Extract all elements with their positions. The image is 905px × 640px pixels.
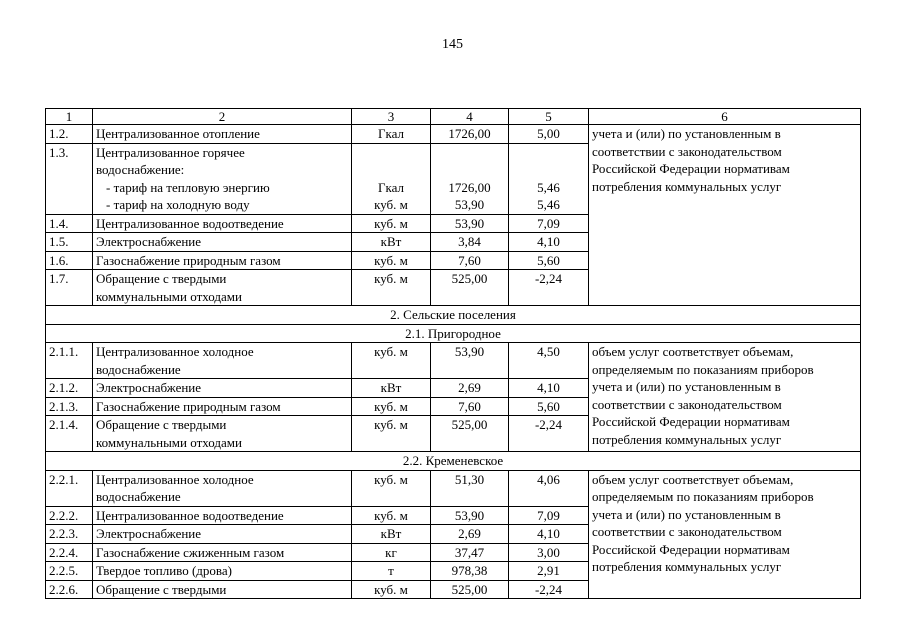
tariff-change: 4,10 [509,379,589,398]
service-name-line: водоснабжение [96,489,181,504]
table-row [46,470,861,506]
note-line: потребления коммунальных услуг [592,559,782,574]
service-name: Газоснабжение природным газом [93,397,352,416]
column-number-3: 3 [352,109,431,125]
tariff-change: 4,10 [509,233,589,252]
row-number: 1.5. [46,233,93,252]
tariff-value: 525,00 [431,270,509,306]
service-name-line: коммунальными отходами [96,288,242,304]
unit: т [352,562,431,581]
tariff-change: 4,50 [509,343,589,379]
row-number: 1.7. [46,270,93,306]
tariff-value: 53,90 [431,214,509,233]
section-title: 2. Сельские поселения [46,306,861,325]
service-name-line: Централизованное холодное [96,344,254,359]
row-number: 1.2. [46,125,93,144]
tariff-value-line: 53,90 [454,197,485,212]
table-row [46,343,861,379]
row-number: 2.2.5. [46,562,93,581]
note-line: соответствии с законодательством [592,396,782,412]
service-name [93,270,352,306]
service-name-line: Обращение с твердыми [96,271,227,286]
note-cell [589,470,861,599]
unit: кВт [352,233,431,252]
service-name [93,416,352,452]
note-line: потребления коммунальных услуг [592,178,782,194]
column-number-6: 6 [589,109,861,125]
tariff-table [45,108,861,599]
note-cell [589,343,861,452]
service-name: Централизованное водоотведение [93,506,352,525]
tariff-change: 3,00 [509,543,589,562]
unit: куб. м [352,580,431,599]
note-line: Российской Федерации нормативам [592,541,790,557]
table-row [46,125,861,144]
service-name [93,343,352,379]
row-number: 2.2.2. [46,506,93,525]
page-number: 145 [442,37,463,52]
tariff-value: 525,00 [431,416,509,452]
column-number-2: 2 [93,109,352,125]
unit: куб. м [352,506,431,525]
note-line: соответствии с законодательством [592,143,782,159]
tariff-change-line: 5,46 [537,197,560,212]
tariff-change: -2,24 [509,580,589,599]
tariff-value: 53,90 [431,343,509,379]
tariff-value: 2,69 [431,525,509,544]
row-number: 1.4. [46,214,93,233]
note-line: Российской Федерации нормативам [592,414,790,429]
tariff-value: 978,38 [431,562,509,581]
subsection-title: 2.2. Кременевское [46,452,861,471]
tariff-value: 2,69 [431,379,509,398]
service-name: Газоснабжение сжиженным газом [93,543,352,562]
subsection-header-row [46,452,861,471]
unit-line: куб. м [374,197,408,212]
tariff-change: 5,60 [509,251,589,270]
tariff-change: 4,06 [509,470,589,506]
row-number: 2.1.4. [46,416,93,452]
note-cell [589,125,861,306]
service-name [93,143,352,214]
tariff-value: 525,00 [431,580,509,599]
service-name: Централизованное водоотведение [93,214,352,233]
service-name-line: Обращение с твердыми [96,417,227,432]
unit: куб. м [352,343,431,379]
note-line: учета и (или) по установленным в [592,506,781,522]
tariff-change: 5,60 [509,397,589,416]
note-line: объем услуг соответствует объемам, [592,471,794,487]
unit-line: Гкал [377,179,404,195]
tariff-change: 2,91 [509,562,589,581]
tariff-value: 37,47 [431,543,509,562]
service-name: Электроснабжение [93,379,352,398]
row-number: 1.3. [46,143,93,214]
service-name: Электроснабжение [93,525,352,544]
tariff-change: 5,00 [509,125,589,144]
tariff-value-line: 1726,00 [448,179,491,195]
unit: кВт [352,379,431,398]
tariff-value: 3,84 [431,233,509,252]
tariff-change-line: 5,46 [537,179,560,195]
unit: кВт [352,525,431,544]
sub-tariff-label: - тариф на холодную воду [106,197,250,212]
service-name: Централизованное отопление [93,125,352,144]
note-line: определяемым по показаниям приборов [592,489,814,504]
note-line: потребления коммунальных услуг [592,431,782,447]
tariff-change [509,143,589,214]
unit: куб. м [352,416,431,452]
service-name: Обращение с твердыми [93,580,352,599]
column-number-5: 5 [509,109,589,125]
unit: куб. м [352,214,431,233]
unit [352,143,431,214]
tariff-change: -2,24 [509,416,589,452]
row-number: 2.2.3. [46,525,93,544]
sub-tariff-label: - тариф на тепловую энергию [106,179,270,195]
tariff-change: 7,09 [509,214,589,233]
service-name: Твердое топливо (дрова) [93,562,352,581]
row-number: 2.2.1. [46,470,93,506]
unit: кг [352,543,431,562]
service-name-line: Централизованное горячее [96,144,245,160]
service-name-line: Централизованное холодное [96,471,254,487]
section-header-row [46,306,861,325]
row-number: 2.2.4. [46,543,93,562]
tariff-change: -2,24 [509,270,589,306]
column-number-4: 4 [431,109,509,125]
unit: куб. м [352,251,431,270]
subsection-title: 2.1. Пригородное [46,324,861,343]
unit: куб. м [352,270,431,306]
note-line: объем услуг соответствует объемам, [592,344,794,359]
unit: куб. м [352,397,431,416]
row-number: 1.6. [46,251,93,270]
service-name: Электроснабжение [93,233,352,252]
service-name-line: водоснабжение [96,361,181,377]
row-number: 2.1.1. [46,343,93,379]
row-number: 2.2.6. [46,580,93,599]
tariff-value: 7,60 [431,397,509,416]
note-line: соответствии с законодательством [592,524,782,539]
unit: Гкал [352,125,431,144]
row-number: 2.1.2. [46,379,93,398]
table-header-row [46,109,861,125]
tariff-change: 4,10 [509,525,589,544]
note-line: определяемым по показаниям приборов [592,361,814,377]
note-line: учета и (или) по установленным в [592,126,781,141]
column-number-1: 1 [46,109,93,125]
row-number: 2.1.3. [46,397,93,416]
note-line: учета и (или) по установленным в [592,379,781,394]
service-name-line: водоснабжение: [96,162,185,177]
tariff-value: 53,90 [431,506,509,525]
service-name-line: коммунальными отходами [96,434,242,450]
service-name: Газоснабжение природным газом [93,251,352,270]
tariff-value [431,143,509,214]
tariff-change: 7,09 [509,506,589,525]
tariff-value: 7,60 [431,251,509,270]
tariff-value: 1726,00 [431,125,509,144]
service-name [93,470,352,506]
unit: куб. м [352,470,431,506]
tariff-value: 51,30 [431,470,509,506]
note-line: Российской Федерации нормативам [592,161,790,176]
subsection-header-row [46,324,861,343]
